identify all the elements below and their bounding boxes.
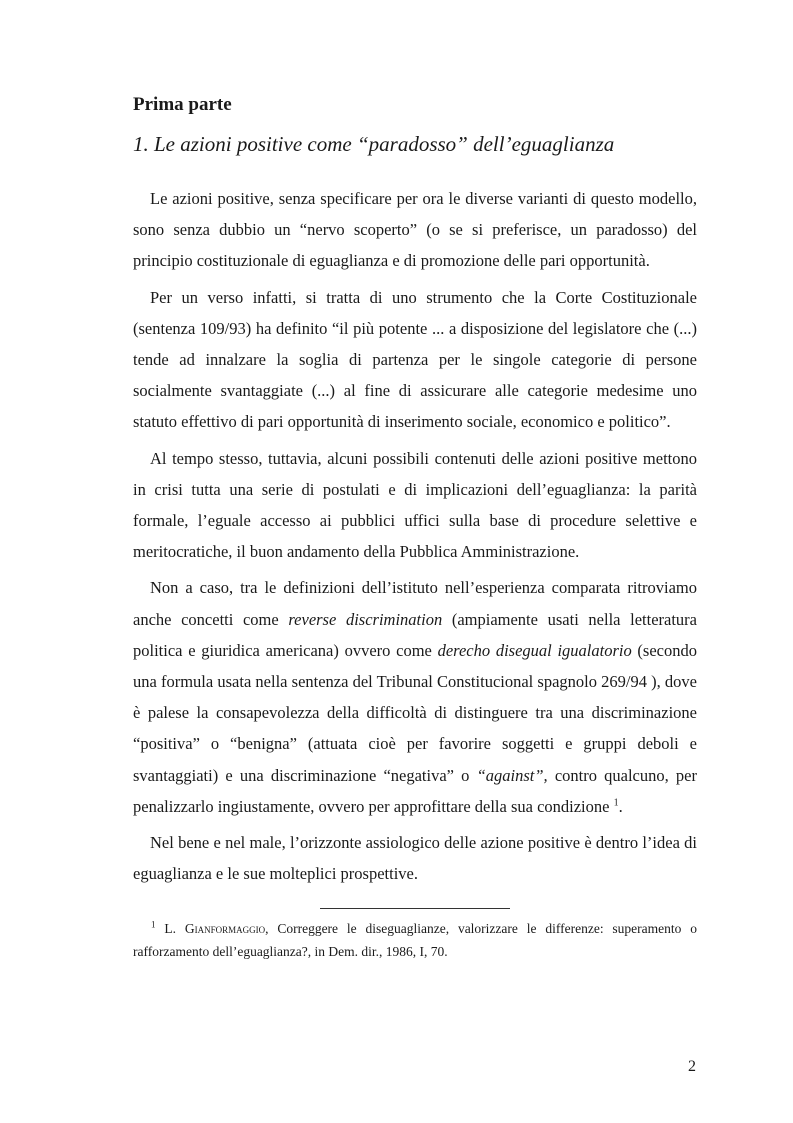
paragraph-4-text-e: (secondo una formula usata nella sentenza del Tribunal Constitucional spagnolo 269/94 ), dove è palese la consapevolezza della difficoltà di distinguere tra una discriminazione “positiva” o “benigna” (attuata cioè per favorire soggetti e gruppi deboli e svantaggiati) e una discriminazione “negativa” o [133,640,697,785]
footnote-text: , Correggere le diseguaglianze, valorizzare le differenze: superamento o rafforzamento dell’eguaglianza?, in Dem. dir., 1986, I, 70. [133,921,698,960]
term-derecho-disegual: derecho disegual igualatorio [437,640,632,660]
paragraph-4 [133,572,697,822]
paragraph-4-text-a: Non a caso, tra le definizioni dell’istituto nell’esperienza comparata ritroviamo anche concetti come [133,578,697,629]
section-heading: Prima parte [133,94,232,115]
term-against: “against”, [476,765,548,785]
term-reverse-discrimination: reverse discrimination [288,609,443,629]
chapter-title: 1. Le azioni positive come “paradosso” dell’eguaglianza [133,132,615,156]
footnote-divider [320,908,510,909]
paragraph-2: Per un verso infatti, si tratta di uno strumento che la Corte Costituzionale (sentenza 109/93) ha definito “il più potente ... a disposizione del legislatore che (...) tende ad innalzare la soglia di partenza per le singole categorie di persone socialmente svantaggiate (...) al fine di assicurare alle categorie medesime uno statuto effettivo di pari opportunità di inserimento sociale, economico e politico”. [133,287,697,432]
paragraph-4-text-c: (ampiamente usati nella letteratura politica e giuridica americana) ovvero come [133,609,697,660]
page-number: 2 [688,1058,696,1075]
paragraph-1: Le azioni positive, senza specificare per ora le diverse varianti di questo modello, sono senza dubbio un “nervo scoperto” (o se si preferisce, un paradosso) del principio costituzionale di eguaglianza e di promozione delle pari opportunità. [133,189,697,271]
body-text [133,183,697,889]
paragraph-5: Nel bene e nel male, l’orizzonte assiologico delle azione positive è dentro l’idea di eguaglianza e le sue molteplici prospettive. [133,833,697,884]
footnote-number: 1 [151,919,156,930]
footnote [133,917,697,963]
paragraph-4-text-h: . [618,796,623,816]
footnote-reference[interactable]: 1 [613,797,619,809]
page-content [133,92,697,963]
footnote-author: L. Gianformaggio [164,921,266,937]
paragraph-4-text-g: contro qualcuno, per penalizzarlo ingiustamente, ovvero per approfittare della sua condizione [133,765,697,816]
paragraph-3: Al tempo stesso, tuttavia, alcuni possibili contenuti delle azioni positive mettono in crisi tutta una serie di postulati e di implicazioni dell’eguaglianza: la parità formale, l’eguale accesso ai pubblici uffici sulla base di procedure selettive e meritocratiche, il buon andamento della Pubblica Amministrazione. [133,448,697,562]
